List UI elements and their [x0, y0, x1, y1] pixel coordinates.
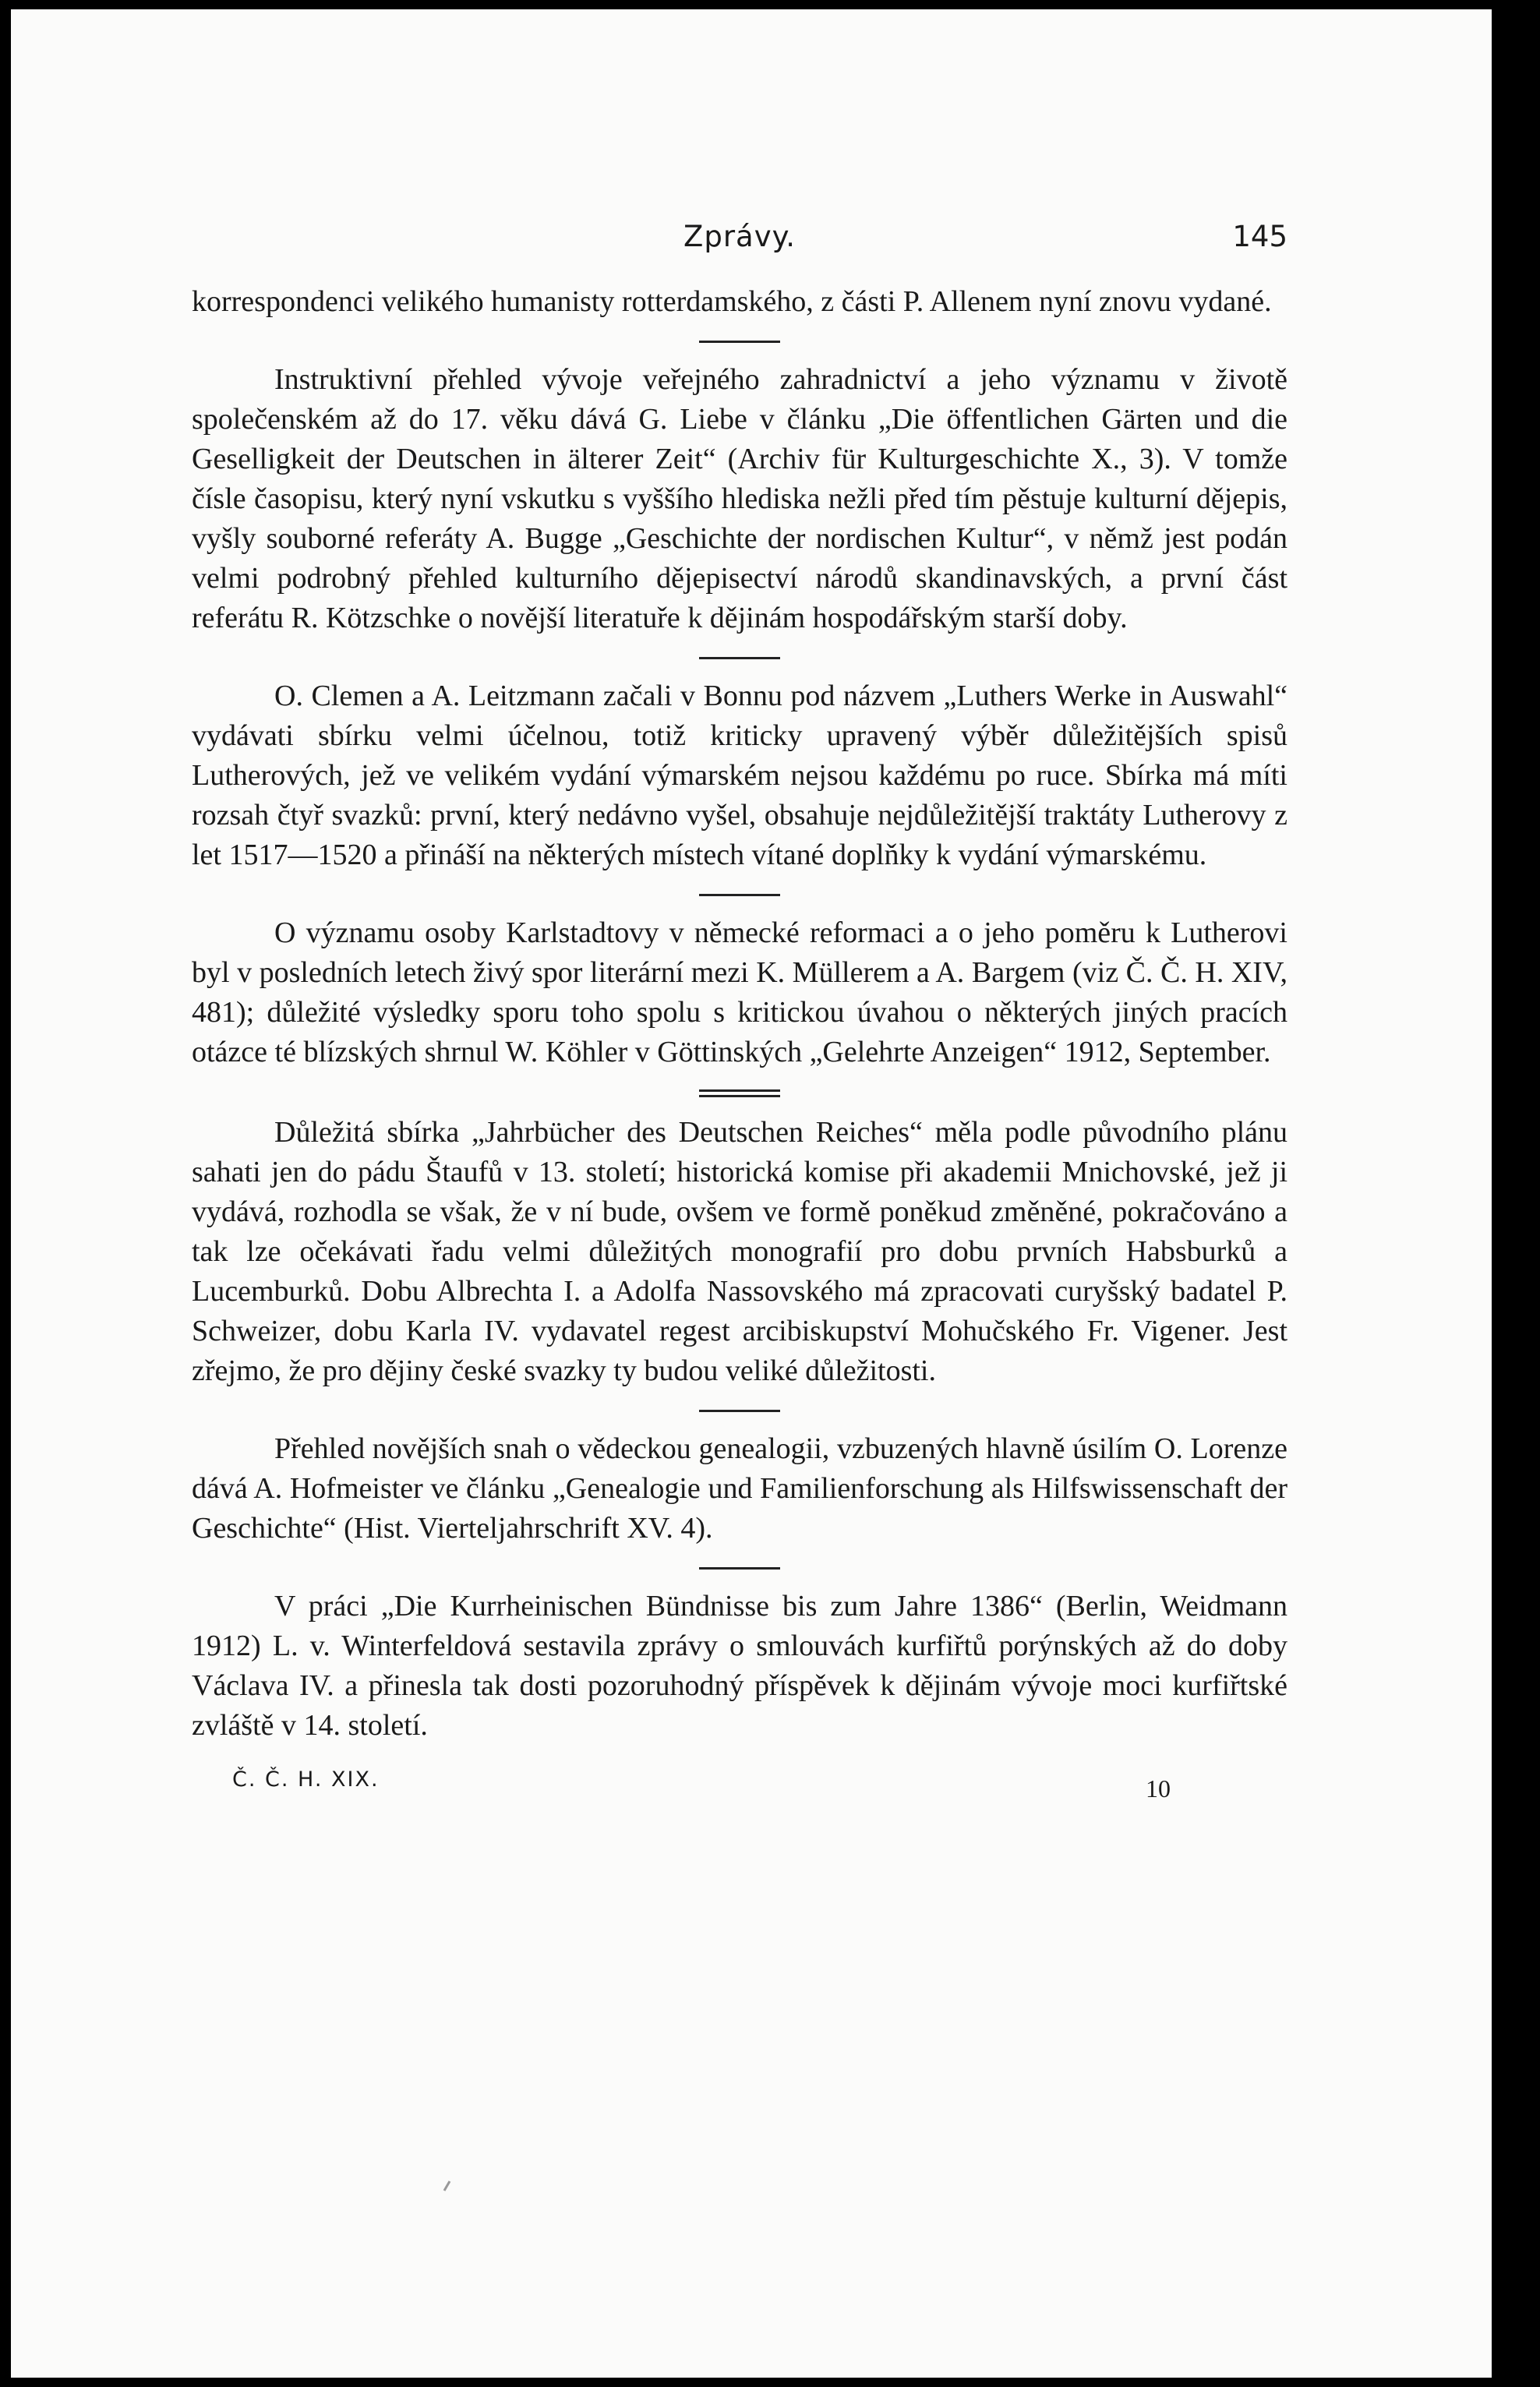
- page-footer: [192, 1760, 1287, 1803]
- running-title: Zprávy.: [683, 220, 796, 253]
- section-divider: [699, 657, 780, 659]
- paragraph-5: Důležitá sbírka „Jahrbücher des Deutschen Reiches“ měla podle původního plánu sahati jen do pádu Štaufů v 13. století; historická komise při akademii Mnichovské, jež ji vydává, rozhodla se však, že v ní bude, ovšem ve formě poněkud změněné, pokračováno a tak lze očekávati řadu velmi důležitých monografií pro dobu prvních Habsburků a Lucemburků. Dobu Albrechta I. a Adolfa Nassovského má zpracovati curyšský badatel P. Schweizer, dobu Karla IV. vydavatel regest arcibiskupství Mohučského Fr. Vigener. Jest zřejmo, že pro dějiny české svazky ty budou veliké důležitosti.: [192, 1116, 1287, 1387]
- paragraph-2: Instruktivní přehled vývoje veřejného zahradnictví a jeho významu v životě společenském až do 17. věku dává G. Liebe v článku „Die öffentlichen Gärten und die Geselligkeit der Deutschen in älterer Zeit“ (Archiv für Kulturgeschichte X., 3). V tomže čísle časopisu, který nyní vskutku s vyššího hlediska nežli před tím pěstuje kulturní dějepis, vyšly souborné referáty A. Bugge „Geschichte der nordischen Kultur“, v němž jest podán velmi podrobný přehled kulturního dějepisectví národů skandinavských, a první část referátu R. Kötzschke o novější literatuře k dějinám hospodářským starší doby.: [192, 363, 1287, 634]
- section-divider: [699, 1567, 780, 1570]
- page-sheet: [11, 9, 1492, 2378]
- stray-mark: [443, 2180, 451, 2191]
- paragraph-6: Přehled novějších snah o vědeckou genealogii, vzbuzených hlavně úsilím O. Lorenze dává A. Hofmeister ve článku „Genealogie und Familienforschung als Hilfswissenschaft der Geschichte“ (Hist. Vierteljahrschrift XV. 4).: [192, 1432, 1287, 1545]
- text-block: [192, 217, 1287, 1803]
- section-divider: [699, 1410, 780, 1412]
- section-divider: [699, 894, 780, 896]
- paragraph-3: O. Clemen a A. Leitzmann začali v Bonnu pod názvem „Luthers Werke in Auswahl“ vydávati sbírku velmi účelnou, totiž kriticky upravený výběr důležitějších spisů Lutherových, jež ve velikém vydání výmarském nejsou každému po ruce. Sbírka má míti rozsah čtyř svazků: první, který nedávno vyšel, obsahuje nejdůležitější traktáty Lutherovy z let 1517—1520 a přináší na některých místech vítané doplňky k vydání výmarskému.: [192, 680, 1287, 871]
- paragraph-1: korrespondenci velikého humanisty rotterdamského, z části P. Allenem nyní znovu vydané.: [192, 285, 1272, 318]
- signature-mark: Č. Č. H. XIX.: [232, 1767, 380, 1792]
- running-head: [192, 217, 1287, 263]
- paragraph-4: O významu osoby Karlstadtovy v německé reformaci a o jeho poměru k Lutherovi byl v posledních letech živý spor literární mezi K. Müllerem a A. Bargem (viz Č. Č. H. XIV, 481); důležité výsledky sporu toho spolu s kritickou úvahou o některých jiných pracích otázce té blízských shrnul W. Köhler v Göttinských „Gelehrte Anzeigen“ 1912, September.: [192, 916, 1287, 1068]
- sheet-number: 10: [1146, 1774, 1171, 1803]
- section-divider: [699, 341, 780, 343]
- section-divider-double: [699, 1089, 780, 1097]
- page-number: 145: [1232, 220, 1287, 253]
- paragraph-7: V práci „Die Kurrheinischen Bündnisse bis zum Jahre 1386“ (Berlin, Weidmann 1912) L. v. Winterfeldová sestavila zprávy o smlouvách kurfiřtů porýnských až do doby Václava IV. a přinesla tak dosti pozoruhodný příspěvek k dějinám vývoje moci kurfiřtské zvláště v 14. století.: [192, 1590, 1287, 1742]
